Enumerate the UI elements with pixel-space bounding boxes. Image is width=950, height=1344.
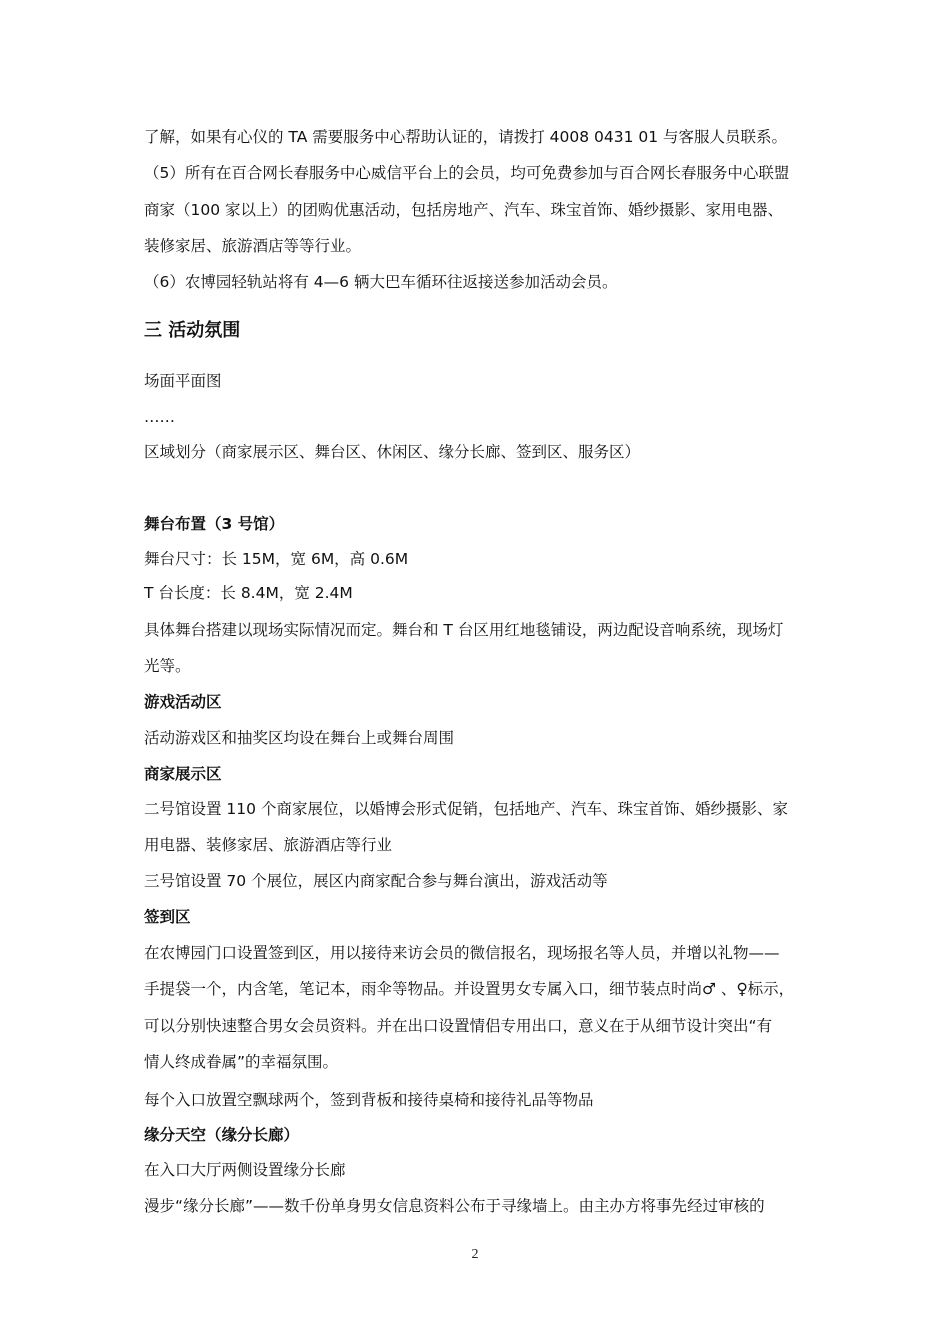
paragraph-line: 舞台尺寸：长 15M，宽 6M，高 0.6M bbox=[144, 550, 409, 568]
page-number: 2 bbox=[471, 1247, 479, 1262]
paragraph-line: T 台长度：长 8.4M，宽 2.4M bbox=[144, 584, 353, 602]
subsection-heading: 舞台布置（3 号馆） bbox=[144, 515, 285, 533]
section-heading: 三 活动氛围 bbox=[144, 320, 241, 341]
paragraph-line: 装修家居、旅游酒店等等行业。 bbox=[144, 237, 362, 255]
paragraph-line: （6）农博园轻轨站将有 4—6 辆大巴车循环往返接送参加活动会员。 bbox=[144, 273, 618, 291]
paragraph-line: 场面平面图 bbox=[144, 372, 222, 390]
paragraph-line: 二号馆设置 110 个商家展位，以婚博会形式促销，包括地产、汽车、珠宝首饰、婚纱摄影、家 bbox=[144, 800, 788, 818]
subsection-heading: 游戏活动区 bbox=[144, 693, 222, 711]
paragraph-line: 区域划分（商家展示区、舞台区、休闲区、缘分长廊、签到区、服务区） bbox=[144, 443, 641, 461]
paragraph-line: 可以分别快速整合男女会员资料。并在出口设置情侣专用出口，意义在于从细节设计突出“有 bbox=[144, 1017, 773, 1035]
paragraph-line: 活动游戏区和抽奖区均设在舞台上或舞台周围 bbox=[144, 729, 455, 747]
paragraph-line: 具体舞台搭建以现场实际情况而定。舞台和 T 台区用红地毯铺设，两边配设音响系统，现场灯 bbox=[144, 621, 784, 639]
paragraph-line: 了解，如果有心仪的 TA 需要服务中心帮助认证的，请拨打 4008 0431 01 与客服人员联系。 bbox=[144, 128, 788, 146]
paragraph-line: 每个入口放置空飘球两个，签到背板和接待桌椅和接待礼品等物品 bbox=[144, 1091, 594, 1109]
subsection-heading: 签到区 bbox=[144, 908, 191, 926]
paragraph-line: 三号馆设置 70 个展位，展区内商家配合参与舞台演出，游戏活动等 bbox=[144, 872, 608, 890]
paragraph-line: 光等。 bbox=[144, 657, 191, 675]
subsection-heading: 缘分天空（缘分长廊） bbox=[144, 1126, 300, 1144]
paragraph-line: 情人终成眷属”的幸福氛围。 bbox=[144, 1053, 339, 1071]
subsection-heading: 商家展示区 bbox=[144, 765, 222, 783]
paragraph-line: 手提袋一个，内含笔，笔记本，雨伞等物品。并设置男女专属入口，细节装点时尚♂ 、♀标示， bbox=[144, 980, 795, 998]
paragraph-line: 用电器、装修家居、旅游酒店等行业 bbox=[144, 836, 393, 854]
paragraph-line: …… bbox=[144, 408, 175, 426]
paragraph-line: 商家（100 家以上）的团购优惠活动，包括房地产、汽车、珠宝首饰、婚纱摄影、家用电器、 bbox=[144, 201, 784, 219]
paragraph-line: （5）所有在百合网长春服务中心威信平台上的会员，均可免费参加与百合网长春服务中心联盟 bbox=[144, 164, 790, 182]
paragraph-line: 漫步“缘分长廊”——数千份单身男女信息资料公布于寻缘墙上。由主办方将事先经过审核的 bbox=[144, 1197, 765, 1215]
paragraph-line: 在农博园门口设置签到区，用以接待来访会员的微信报名，现场报名等人员，并增以礼物—— bbox=[144, 944, 780, 962]
paragraph-line: 在入口大厅两侧设置缘分长廊 bbox=[144, 1161, 346, 1179]
